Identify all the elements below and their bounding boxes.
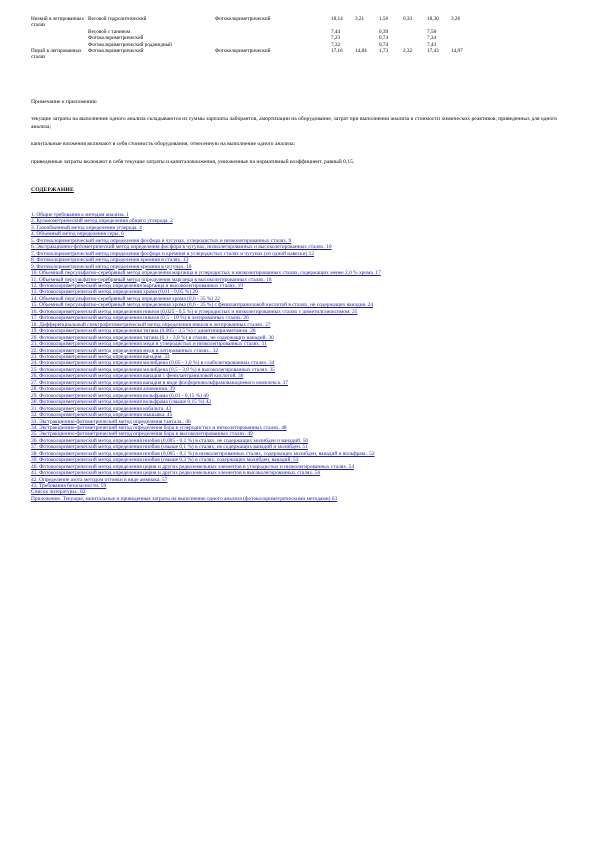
toc-link[interactable]: 2. Кулонометрический метод определения общего углерода. 2 [31,218,173,225]
table-cell: 18,30 [427,16,439,22]
table-cell: 17,43 [427,48,439,55]
table-cell: 7,44 [331,28,341,35]
toc-link[interactable]: 36. Фотоколориметрический метод определения ниобия (0,005 - 0,1 %) в сталях, не содержащих молибден и ванадий. 50 [31,437,309,444]
table-cell: Фотоколориметрический [88,35,144,42]
table-cell: Весовой с танином [88,28,131,35]
toc-link[interactable]: 32. Фотоколориметрический метод определения мышьяка. 45 [31,412,173,419]
toc-link[interactable]: 20. Фотоколориметрический метод определения титана (0,1 - 3,0 %) в сталях, не содержащих ванадий. 30 [31,334,274,341]
toc-link[interactable]: 3. Газообъемный метод определения углерода. 4 [31,224,142,231]
table-cell: 0,74 [379,35,389,42]
table-row [31,48,474,61]
toc-link[interactable]: 1. Общие требования к методам анализа. 1 [31,212,129,218]
toc-link[interactable]: Приложение. Текущие, капитальные и приведенные затраты на выполнение одного анализа (фотоколориметрическими методами) 63 [31,495,338,502]
table-of-contents [31,212,501,502]
toc-link[interactable]: 24. Фотоколориметрический метод определения молибдена (0,05 - 1,0 %) в слаболегированных сталях. 34 [31,360,275,367]
toc-link[interactable]: 25. Фотоколориметрический метод определения молибдена (0,5 - 3,0 %) в высоколегированных сталях. 35 [31,366,276,373]
notes-paragraph-capital: капитальные вложения включают в себя стоимость оборудования, отнесенную на выполнение одного анализа; [31,141,296,148]
table-cell: 7,43 [427,41,437,48]
toc-link[interactable]: 8. Фотоколориметрический метод определения кремния в сталях. 13 [31,257,189,264]
toc-link[interactable]: 17. Фотоколориметрический метод определения никеля (0,5 - 10 %) в легированных сталях. 26 [31,315,249,322]
toc-link[interactable]: 13. Фотоколориметрический метод определения хрома (0,01 - 0,05 %) 20 [31,289,198,296]
toc-link[interactable]: 12. Фотоколориметрический метод определения марганца в высоколегированных сталях. 19 [31,282,243,289]
toc-link[interactable]: 33. Экстракционно-фотометрический метод определения тантала.. 46 [31,418,191,425]
notes-paragraph-reduced-costs: приведенные затраты включают в себя текущие затраты и капиталовложения, умноженные на нормативный коэффициент, равный 0,15. [31,158,355,165]
table-cell: 0,39 [379,28,389,35]
toc-link[interactable]: 22. Фотоколориметрический метод определения меди в легированных сталях.. 32 [31,347,219,354]
toc-link[interactable]: 23. Фотоколориметрический метод определения ванадия. 33 [31,353,170,360]
notes-heading: Примечание к приложению [31,99,97,105]
toc-link[interactable]: 11. Объемный персульфатно-серебряный метод определения марганца в высоколегированных сталях. 18 [31,276,272,283]
table-cell: 0,33 [403,16,413,22]
table-cell: 3,26 [451,16,461,22]
table-cell: 7,58 [427,28,437,35]
toc-link[interactable]: 42. Определение азота методом отгонки в виде аммиака. 57 [31,476,168,483]
toc-link[interactable]: 37. Фотоколориметрический метод определения ниобия (свыше 0,1 %) в сталях, не содержащих ванадий и молибден. 51 [31,444,308,451]
toc-link[interactable]: 5. Фотоколориметрический метод определения фосфора в чугунах, углеродистых и низколегированных сталях. 9 [31,237,292,244]
table-cell: Фотоколориметрический [88,48,144,55]
table-cell: 7,23 [331,35,341,42]
toc-link[interactable]: 28. Фотоколориметрический метод определения алюминия. 39 [31,386,175,393]
table-cell: 2,32 [403,48,413,55]
table-cell: Фотоколориметрический [215,16,271,22]
toc-link[interactable]: 27. Фотоколориметрический метод определения ванадия в виде фосфорновольфрамованадиевого комплекса. 37 [31,379,289,386]
toc-link[interactable]: 41. Фотоколориметрический метод определения церия и других редкоземельных элементов в высоколегированных сталях. 56 [31,470,321,477]
table-cell: 14,97 [451,48,463,55]
table-cell: 1,56 [379,16,389,22]
table-cell: Весовой гидролитический [88,16,147,22]
toc-link[interactable]: 4. Объемный метод определения серы. 6 [31,231,124,238]
table-cell: 0,74 [379,41,389,48]
table-cell: 14,84 [355,48,367,55]
toc-link[interactable]: 29. Фотоколориметрический метод определения вольфрама (0,01 - 0,15 %) 40 [31,392,209,399]
toc-link[interactable]: 19. Фотоколориметрический метод определения титана (0,005 - 3,5 %) с диантипирилметаном. 28 [31,328,256,335]
toc-link[interactable]: 31. Фотоколориметрический метод определения кобальта. 43 [31,405,172,412]
table-cell: 18,14 [331,16,343,22]
toc-link[interactable]: 9. Фотоколориметрический метод определения кремния в чугунах. 16 [31,263,192,270]
toc-link[interactable]: 16. Фотоколориметрический метод определения никеля (0,025 - 0,5 %) в углеродистых и низколегированных сталях с диметилглиоксимом. 25 [31,308,358,315]
table-cell: Фотоколориметрический роданидный [88,41,172,48]
table-row [31,16,474,29]
table-cell: 3,21 [355,16,365,22]
notes-paragraph-current-costs: текущие затраты на выполнение одного анализа складываются из суммы зарплаты лаборантов, амортизации на оборудование, затрат при выполнении анализа и стоимости химических реактивов, приведенных для одного анализа; [31,116,558,130]
toc-link[interactable]: 38. Фотоколориметрический метод определения ниобия (0,005 - 0,1 %) в низколегированных сталях, содержащих молибден, ванадий и вольфрам.. 52 [31,450,375,457]
table-cell: Низкий в легированных сталях [31,16,84,29]
table-cell: 7,34 [427,35,437,42]
toc-link[interactable]: 18. Дифференциальный спектрофотометрический метод определения никеля в легированных сталях. 27 [31,321,271,328]
toc-link[interactable]: 40. Фотоколориметрический метод определения церия и других редкоземельных элементов в углеродистых и низколегированных сталях. 54 [31,463,355,470]
toc-link[interactable]: Список литературы.. 62 [31,489,86,496]
toc-link[interactable]: 43. Требования безопасности. 59 [31,483,107,490]
toc-link[interactable]: 30. Фотоколориметрический метод определения вольфрама (свыше 0,15 %) 42 [31,399,212,406]
toc-link[interactable]: 35. Экстракционно-фотометрический метод определения бора в высоколегированных сталях. 49 [31,431,253,438]
toc-link[interactable]: 14. Объемный персульфатно-серебряный метод определения хрома (0,6 - 35 %) 22 [31,295,220,302]
toc-title: СОДЕРЖАНИЕ [31,187,74,193]
cost-table-body [31,16,474,61]
toc-link[interactable]: 10. Объемный персульфатно-серебряный метод определения марганца в углеродистых и низколегированных сталях, содержащих менее 2,0 % хрома. 17 [31,270,381,277]
cost-table [31,16,474,61]
toc-link[interactable]: 21. Фотоколориметрический метод определения меди в углеродистых и низколегированных сталях. 31 [31,341,267,348]
toc-link[interactable]: 34. Экстракционно-фотометрический метод определения бора в углеродистых и низколегированных сталях. 48 [31,424,287,431]
table-cell: Пирай в легированных сталях [31,48,82,61]
toc-link[interactable]: 6. Экстракционно-фотометрический метод определения фосфора в чугунах, низколегированных и высоколегированных сталях. 10 [31,244,332,251]
toc-link[interactable]: 15. Объемный персульфатно-серебряный метод определения хрома (0,6 - 35 %) с фенилантраниловой кислотой в сталях, не содержащих ванадия. 24 [31,302,374,309]
toc-link[interactable]: 39. Фотоколориметрический метод определения ниобия (свыше 0,3 %) в сталях, содержащих молибден, ванадий. 53 [31,457,299,464]
toc-item [31,496,501,502]
table-cell: 7,32 [331,41,341,48]
toc-link[interactable]: 26. Фотоколориметрический метод определения ванадия с фенилантраниловой кислотой. 36 [31,373,244,380]
table-cell: 1,73 [379,48,389,55]
table-cell: Фотоколориметрический [215,48,271,55]
table-cell: 17,16 [331,48,343,55]
toc-link[interactable]: 7. Фотоколориметрический метод определения фосфора и кремния в углеродистых сталях и чугунах (из одной навески) 12 [31,250,315,257]
notes-section [31,99,566,166]
